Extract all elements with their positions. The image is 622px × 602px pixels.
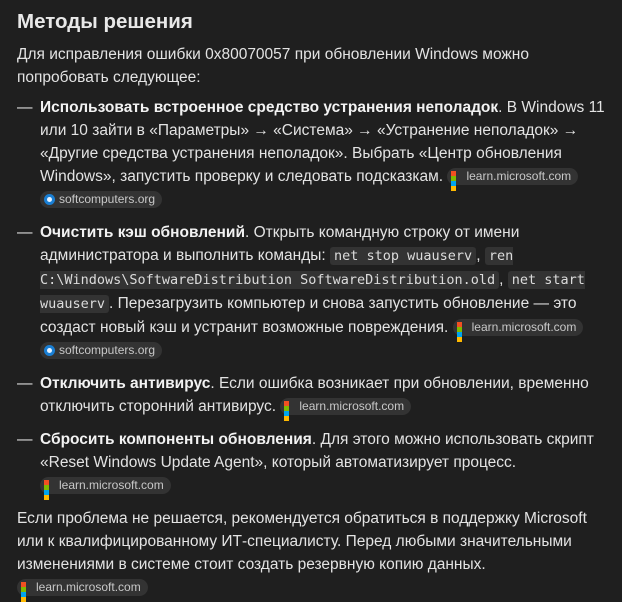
softcomputers-icon bbox=[44, 345, 55, 356]
source-chip-softcomputers[interactable] bbox=[40, 191, 162, 208]
list-dash: — bbox=[17, 224, 33, 241]
ms-yellow-square bbox=[44, 495, 49, 500]
source-chip-label: learn.microsoft.com bbox=[299, 399, 405, 413]
list-dash: — bbox=[17, 375, 33, 392]
command-separator: , bbox=[499, 271, 508, 288]
microsoft-logo-icon bbox=[457, 322, 468, 333]
source-chip-label: learn.microsoft.com bbox=[471, 320, 577, 334]
method-text: . В Windows 11 или 10 зайти в «Параметры» → «Система» → «Устранение неполадок» → «Другие средства устранения неполадок». Выбрать «Центр обновления Windows», запустить проверку и следовать подсказкам. bbox=[40, 99, 605, 185]
command-separator: , bbox=[476, 247, 485, 264]
method-title: Сбросить компоненты обновления bbox=[40, 431, 312, 448]
method-item-reset-components bbox=[17, 428, 608, 497]
source-chip-label: softcomputers.org bbox=[59, 343, 156, 357]
methods-list bbox=[17, 96, 608, 497]
section-heading: Методы решения bbox=[17, 10, 193, 33]
source-chip-label: learn.microsoft.com bbox=[466, 169, 572, 183]
source-chip-learn-microsoft[interactable] bbox=[280, 398, 411, 415]
source-chip-label: softcomputers.org bbox=[59, 192, 156, 206]
method-text: . Для этого можно использовать скрипт «Reset Windows Update Agent», который автоматизирует процесс. bbox=[40, 431, 594, 471]
outro-body: Если проблема не решается, рекомендуется обратиться в поддержку Microsoft или к квалифицированному ИТ-специалисту. Перед любыми значительными изменениями в системе стоит создать резервную копию данных. bbox=[17, 510, 587, 573]
method-item-antivirus bbox=[17, 372, 608, 418]
intro-text: Для исправления ошибки 0x80070057 при обновлении Windows можно попробовать следующее: bbox=[17, 46, 529, 86]
source-chip-learn-microsoft[interactable] bbox=[40, 477, 171, 494]
list-dash: — bbox=[17, 99, 33, 116]
ms-yellow-square bbox=[284, 416, 289, 421]
method-title: Очистить кэш обновлений bbox=[40, 224, 245, 241]
method-text: . Если ошибка возникает при обновлении, временно отключить сторонний антивирус. bbox=[40, 375, 589, 415]
microsoft-logo-icon bbox=[284, 401, 295, 412]
source-chip-label: learn.microsoft.com bbox=[59, 478, 164, 492]
source-chip-label: learn.microsoft.com bbox=[36, 580, 141, 594]
source-chip-softcomputers[interactable] bbox=[40, 342, 162, 359]
softcomputers-icon bbox=[44, 194, 55, 205]
command-ren: ren C:\Windows\SoftwareDistribution SoftwareDistribution.old bbox=[40, 248, 514, 288]
microsoft-logo-icon bbox=[451, 171, 462, 182]
command-net-start: net start wuauserv bbox=[40, 272, 585, 312]
microsoft-logo-icon bbox=[44, 480, 55, 491]
method-text: . Открыть командную строку от имени администратора и выполнить команды: bbox=[40, 224, 520, 264]
command-net-stop: net stop wuauserv bbox=[330, 247, 476, 265]
method-text-after: . Перезагрузить компьютер и снова запустить обновление — это создаст новый кэш и устранит возможные повреждения. bbox=[40, 295, 577, 336]
method-title: Отключить антивирус bbox=[40, 375, 211, 392]
source-chip-learn-microsoft[interactable] bbox=[453, 319, 584, 336]
outro-text bbox=[17, 507, 608, 599]
list-dash: — bbox=[17, 431, 33, 448]
microsoft-logo-icon bbox=[21, 582, 32, 593]
ms-yellow-square bbox=[21, 597, 26, 602]
source-chip-learn-microsoft[interactable] bbox=[447, 168, 578, 185]
method-item-clear-cache bbox=[17, 221, 608, 362]
method-item-troubleshooter bbox=[17, 96, 608, 211]
method-title: Использовать встроенное средство устранения неполадок bbox=[40, 99, 499, 116]
ms-yellow-square bbox=[457, 337, 462, 342]
ms-yellow-square bbox=[451, 186, 456, 191]
